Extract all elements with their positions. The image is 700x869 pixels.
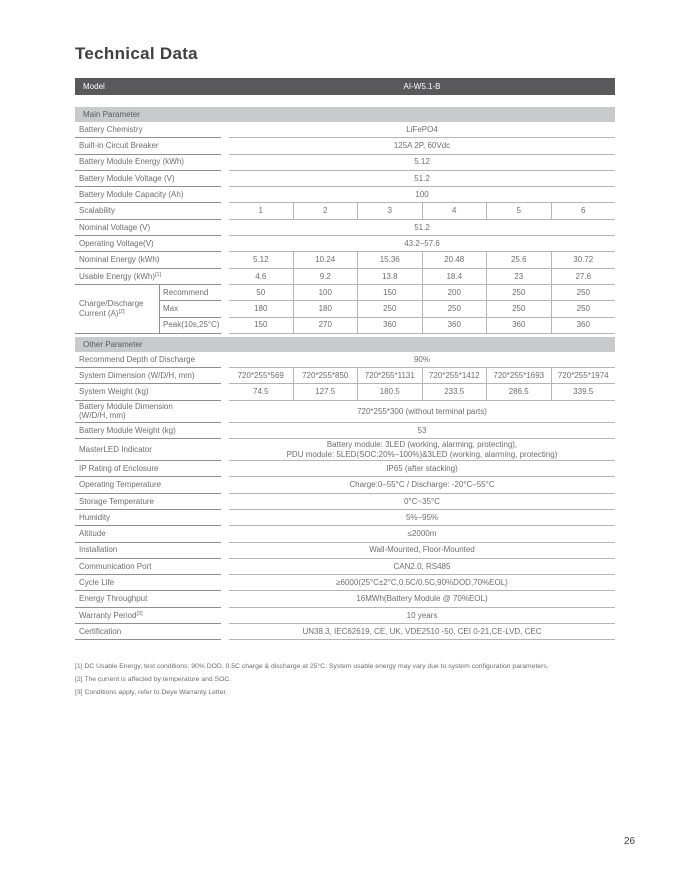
- row-label: [75, 575, 221, 591]
- row-value: 720*255*1412: [422, 368, 487, 384]
- section-header-main-parameter: Main Parameter: [75, 107, 615, 122]
- row-value: 127.5: [293, 384, 358, 400]
- row-label-text: Recommend Depth of Discharge: [79, 354, 196, 364]
- row-value: 100: [293, 285, 358, 301]
- row-label: [75, 591, 221, 607]
- model-header-bar: [75, 78, 615, 95]
- row-value: 13.8: [357, 269, 422, 285]
- table-row: [75, 269, 615, 285]
- table-row: [75, 171, 615, 187]
- row-label: [75, 543, 221, 559]
- row-value: CAN2.0, RS485: [229, 559, 615, 575]
- row-label-text: Energy Throughput: [79, 594, 148, 604]
- row-value: 150: [229, 318, 293, 334]
- row-label-text: Installation: [79, 545, 118, 555]
- row-value: 23: [486, 269, 551, 285]
- row-label: [75, 384, 221, 400]
- row-value: 10 years: [229, 608, 615, 624]
- row-value: 50: [229, 285, 293, 301]
- row-label-text: Charge/Discharge Current (A)[2]: [79, 299, 144, 318]
- section-header-other-parameter: Other Parameter: [75, 337, 615, 352]
- row-label: [75, 526, 221, 542]
- row-value: 100: [229, 187, 615, 203]
- row-label-text: Battery Module Dimension: [79, 401, 173, 411]
- row-value: 1: [229, 203, 293, 219]
- row-value: 25.6: [486, 252, 551, 268]
- row-value: LiFePO4: [229, 122, 615, 138]
- row-value: 51.2: [229, 171, 615, 187]
- row-value: 360: [422, 318, 487, 334]
- table-row: [75, 526, 615, 542]
- charge-discharge-block: [75, 285, 615, 334]
- footnote-3: [3] Conditions apply, refer to Deye Warranty Letter.: [75, 689, 228, 697]
- table-row: [75, 624, 615, 640]
- table-row: [75, 543, 615, 559]
- row-value: 5.12: [229, 155, 615, 171]
- table-row: [75, 138, 615, 154]
- row-value: 360: [486, 318, 551, 334]
- row-value: [229, 439, 615, 461]
- row-label: [75, 155, 221, 171]
- row-label-text: Battery Chemistry: [79, 124, 143, 134]
- row-label: [75, 608, 221, 624]
- row-value: 20.48: [422, 252, 487, 268]
- row-value: 233.5: [422, 384, 487, 400]
- row-value: 30.72: [551, 252, 616, 268]
- table-row: [159, 285, 615, 301]
- table-row: [75, 368, 615, 384]
- row-label: [75, 187, 221, 203]
- row-label-text: Battery Module Energy (kWh): [79, 157, 184, 167]
- table-row: [75, 220, 615, 236]
- row-value: 360: [357, 318, 422, 334]
- row-value: 200: [422, 285, 487, 301]
- page-content: [75, 44, 615, 699]
- row-value: 18.4: [422, 269, 487, 285]
- table-row: [75, 155, 615, 171]
- row-value: 4.6: [229, 269, 293, 285]
- row-label-text: MasterLED Indicator: [79, 444, 152, 454]
- row-value: 150: [357, 285, 422, 301]
- row-value: 720*255*569: [229, 368, 293, 384]
- row-value: 27.6: [551, 269, 616, 285]
- row-label-text: Nominal Voltage (V): [79, 222, 151, 232]
- row-label: [75, 439, 221, 461]
- row-value: 9.2: [293, 269, 358, 285]
- row-label-text: Humidity: [79, 512, 111, 522]
- row-value: 53: [229, 423, 615, 439]
- row-label: [75, 220, 221, 236]
- row-label-text: IP Rating of Enclosure: [79, 463, 159, 473]
- table-row: [75, 384, 615, 400]
- row-value: UN38.3, IEC62619, CE, UK, VDE2510 -50, CEI 0-21,CE-LVD, CEC: [229, 624, 615, 640]
- row-label: [75, 352, 221, 368]
- page-number: 26: [624, 836, 636, 847]
- row-value: 180.5: [357, 384, 422, 400]
- row-label: [75, 461, 221, 477]
- table-row: [75, 608, 615, 624]
- row-label-text: Operating Temperature: [79, 480, 162, 490]
- row-label: [75, 401, 221, 423]
- page-title: Technical Data: [75, 44, 198, 63]
- row-value: ≤2000m: [229, 526, 615, 542]
- row-label: [75, 252, 221, 268]
- row-value: 5: [486, 203, 551, 219]
- row-label: [75, 494, 221, 510]
- row-value: 2: [293, 203, 358, 219]
- row-value-line: Battery module: 3LED (working, alarming, protecting),: [326, 440, 518, 450]
- table-row: [75, 187, 615, 203]
- sub-row-label: Peak(10s,25°C): [159, 318, 221, 334]
- row-value: 90%: [229, 352, 615, 368]
- table-row: [75, 575, 615, 591]
- table-row: [75, 439, 615, 461]
- footnote-marker: [2]: [118, 308, 125, 315]
- row-label-text: System Dimension (W/D/H, mm): [79, 371, 195, 381]
- table-row: [75, 477, 615, 493]
- row-label-text: Battery Module Weight (kg): [79, 425, 176, 435]
- table-row: [75, 461, 615, 477]
- table-row: [75, 494, 615, 510]
- row-label: [75, 203, 221, 219]
- row-value: 74.5: [229, 384, 293, 400]
- row-value: 4: [422, 203, 487, 219]
- row-value: 180: [229, 301, 293, 317]
- row-value: ≥6000(25°C±2°C,0.5C/0.5C,90%DOD,70%EOL): [229, 575, 615, 591]
- table-row: [75, 203, 615, 219]
- footnotes: [75, 660, 615, 699]
- row-label-text: Battery Module Capacity (Ah): [79, 190, 184, 200]
- row-label: [75, 269, 221, 285]
- row-value: 720*255*850: [293, 368, 358, 384]
- row-value: 3: [357, 203, 422, 219]
- row-value: 286.5: [486, 384, 551, 400]
- table-row: [75, 122, 615, 138]
- sub-row-label: Recommend: [159, 285, 221, 301]
- row-value: 720*255*1974: [551, 368, 616, 384]
- row-value: IP65 (after stacking): [229, 461, 615, 477]
- row-value: 5.12: [229, 252, 293, 268]
- footnote-2: [2] The current is affected by temperature and SOC.: [75, 676, 232, 684]
- row-value: 720*255*300 (without terminal parts): [229, 401, 615, 423]
- row-value: Charge:0–55°C / Discharge: -20°C–55°C: [229, 477, 615, 493]
- table-row: [75, 510, 615, 526]
- row-value: 250: [357, 301, 422, 317]
- row-value: 5%–95%: [229, 510, 615, 526]
- row-value: 125A 2P, 60Vdc: [229, 138, 615, 154]
- model-header-label: Model: [83, 82, 105, 91]
- row-label-text: Storage Temperature: [79, 496, 155, 506]
- row-label-text: (W/D/H, mm): [79, 411, 126, 421]
- row-label: [75, 423, 221, 439]
- footnote-1: [1] DC Usable Energy, test conditions: 90% DOD, 0.5C charge & discharge at 25°C. System usable energy may vary due to system configuration parameters.: [75, 663, 549, 671]
- row-label-text: Operating Voltage(V): [79, 238, 154, 248]
- row-value: 6: [551, 203, 616, 219]
- row-value: Wall-Mounted, Floor-Mounted: [229, 543, 615, 559]
- row-label-text: Cycle Life: [79, 578, 115, 588]
- row-value: 10.24: [293, 252, 358, 268]
- row-label-text: Warranty Period[3]: [79, 610, 143, 620]
- row-value: 0°C~35°C: [229, 494, 615, 510]
- table-row: [75, 352, 615, 368]
- row-label: [75, 122, 221, 138]
- row-value: 360: [551, 318, 616, 334]
- row-label: [75, 624, 221, 640]
- row-label: [75, 236, 221, 252]
- row-value: 180: [293, 301, 358, 317]
- table-row: [75, 591, 615, 607]
- row-label-text: Altitude: [79, 529, 106, 539]
- row-label-text: Usable Energy (kWh)[1]: [79, 271, 162, 281]
- row-value-line: PDU module: 5LED(SOC:20%–100%)&3LED (working, alarming, protecting): [286, 449, 558, 459]
- row-value: 270: [293, 318, 358, 334]
- table-row: [75, 236, 615, 252]
- sub-row-label: Max: [159, 301, 221, 317]
- model-name: AI-W5.1-B: [403, 82, 441, 91]
- row-label: [75, 510, 221, 526]
- row-value: 43.2–57.6: [229, 236, 615, 252]
- table-row: [159, 318, 615, 334]
- row-label: [75, 138, 221, 154]
- row-label-text: Nominal Energy (kWh): [79, 255, 160, 265]
- table-row: [75, 401, 615, 423]
- row-label: [75, 477, 221, 493]
- row-label: [75, 368, 221, 384]
- row-label-text: Scalability: [79, 206, 116, 216]
- row-value: 15.36: [357, 252, 422, 268]
- row-label-text: Communication Port: [79, 561, 152, 571]
- row-label-text: Built-in Circuit Breaker: [79, 141, 159, 151]
- row-label-text: System Weight (kg): [79, 387, 149, 397]
- row-value: 250: [422, 301, 487, 317]
- row-value: 250: [551, 301, 616, 317]
- table-row: [159, 301, 615, 317]
- table-row: [75, 423, 615, 439]
- table-row: [75, 559, 615, 575]
- table-row: [75, 252, 615, 268]
- row-label-text: Battery Module Voltage (V): [79, 173, 175, 183]
- row-value: 250: [486, 301, 551, 317]
- row-label: [75, 171, 221, 187]
- row-value: 720*255*1693: [486, 368, 551, 384]
- row-value: 250: [551, 285, 616, 301]
- row-value: 339.5: [551, 384, 616, 400]
- row-label: [75, 559, 221, 575]
- row-value: 720*255*1131: [357, 368, 422, 384]
- footnote-marker: [1]: [155, 271, 162, 278]
- footnote-marker: [3]: [136, 610, 143, 617]
- row-label-text: Certification: [79, 626, 122, 636]
- row-value: 16MWh(Battery Module @ 70%EOL): [229, 591, 615, 607]
- row-value: 51.2: [229, 220, 615, 236]
- row-value: 250: [486, 285, 551, 301]
- row-label: [75, 285, 159, 334]
